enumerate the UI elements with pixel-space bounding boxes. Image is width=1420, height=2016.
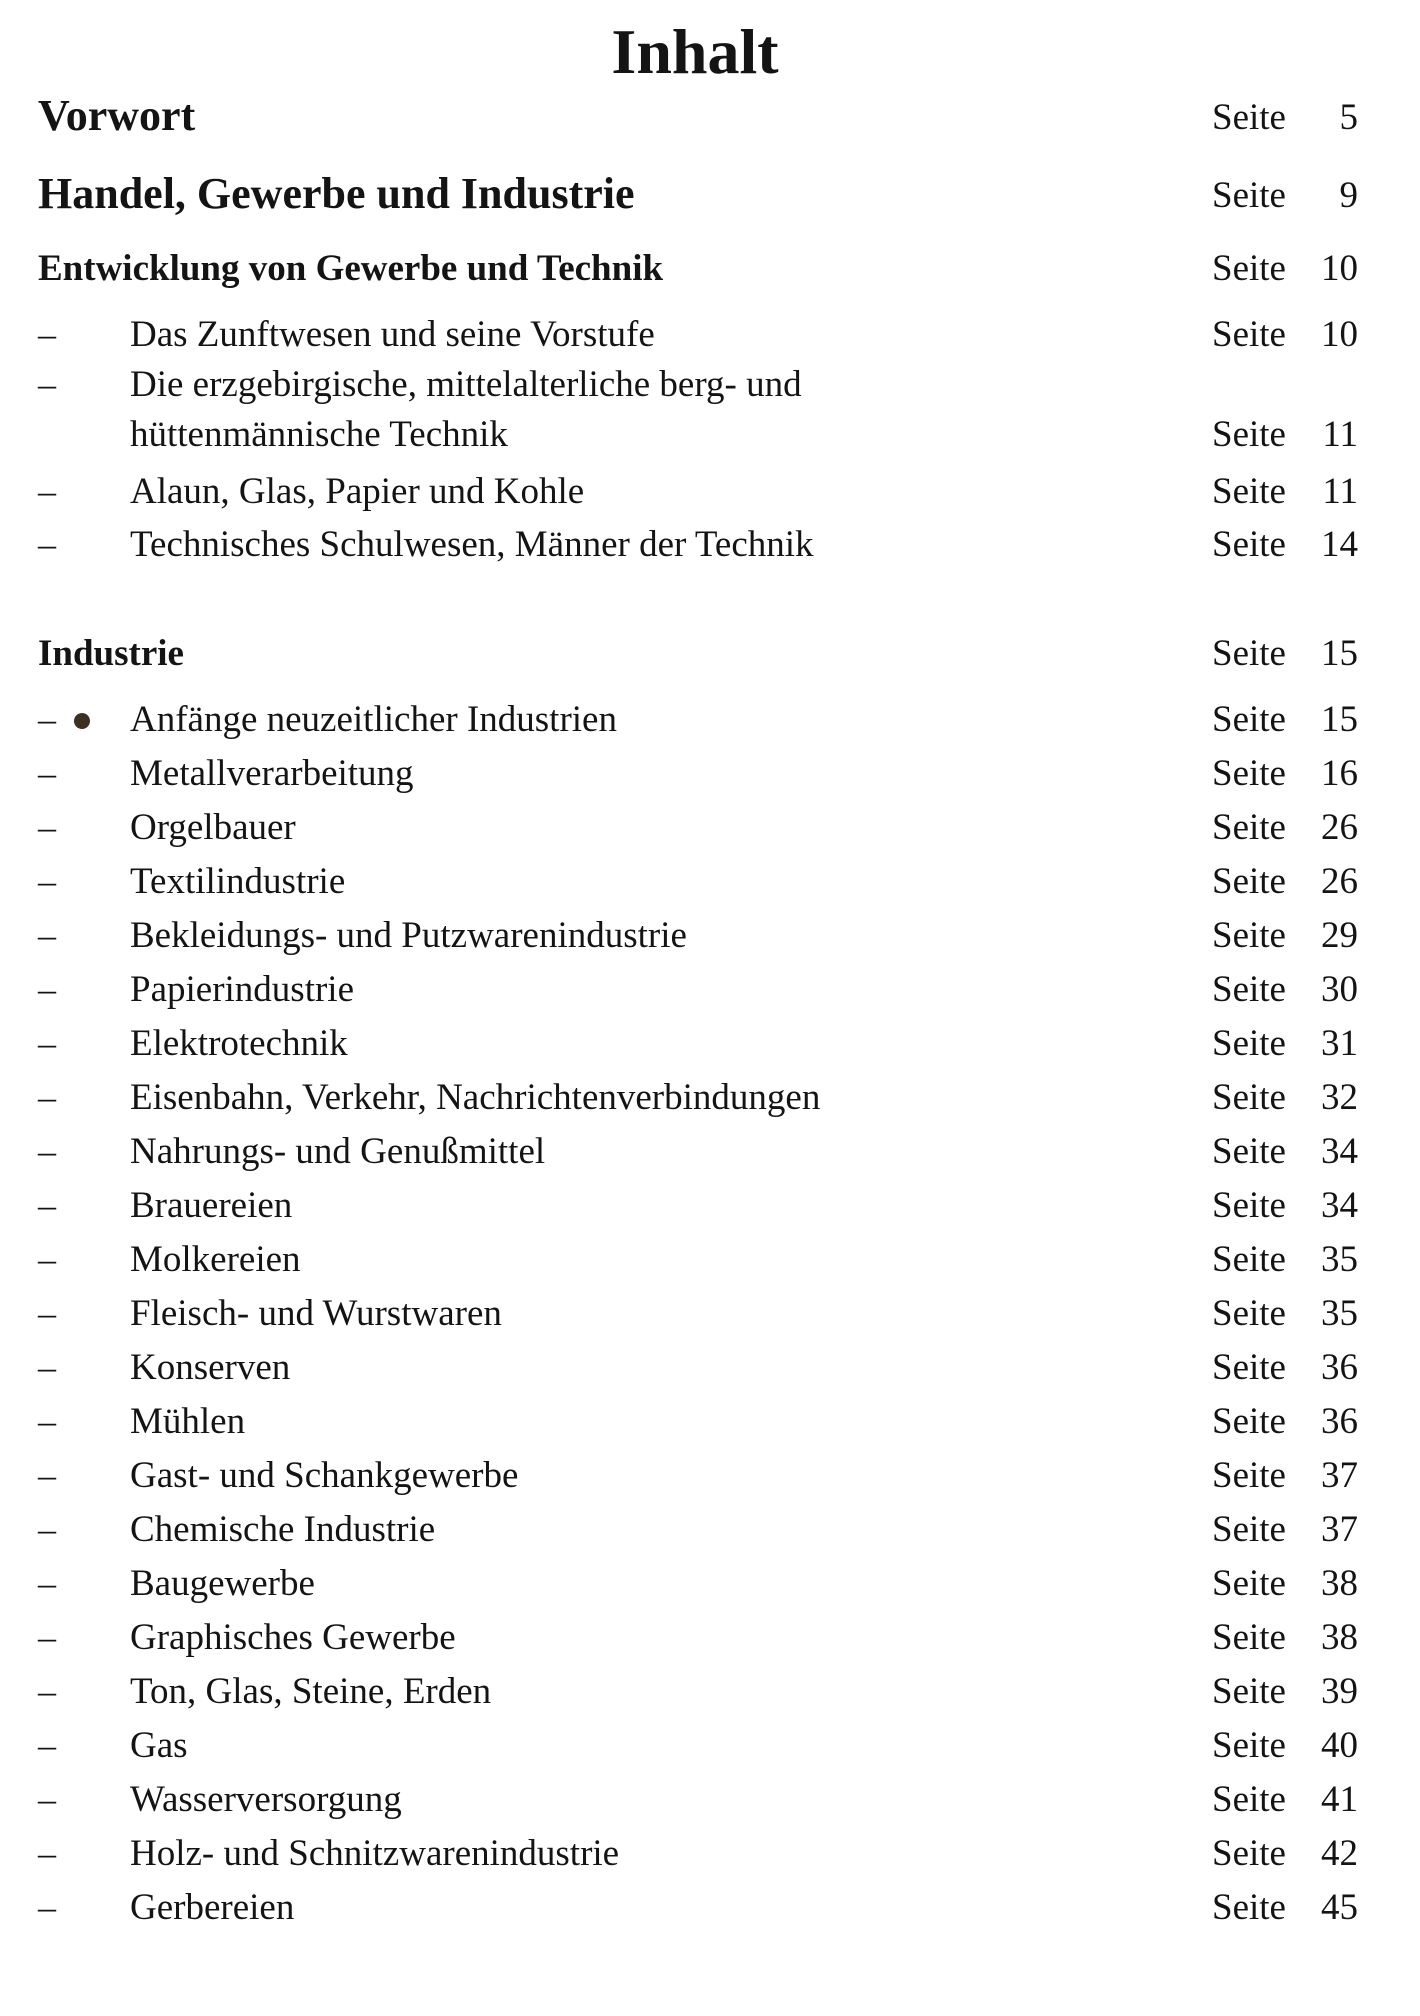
entry-title-continued: hüttenmännische Technik: [130, 414, 508, 455]
entry-title: Nahrungs- und Genußmittel: [130, 1131, 546, 1172]
page-number: 11: [1322, 471, 1358, 512]
page-number: 34: [1320, 1131, 1358, 1172]
page-word: Seite: [1212, 1509, 1286, 1550]
page-word: Seite: [1212, 753, 1286, 794]
page-number: 31: [1320, 1023, 1358, 1064]
list-dash: –: [38, 314, 56, 354]
list-dash: –: [38, 861, 56, 901]
entry-title: Wasserversorgung: [130, 1779, 402, 1820]
page-reference: [1212, 1022, 1358, 1065]
page-number: 32: [1320, 1077, 1358, 1118]
page-word: Seite: [1212, 1671, 1286, 1712]
page-word: Seite: [1212, 633, 1286, 674]
entry-title: Gast- und Schankgewerbe: [130, 1455, 519, 1496]
page-reference: [1212, 1400, 1358, 1443]
page-reference: [1212, 1616, 1358, 1659]
page-number: 26: [1320, 807, 1358, 848]
entry-title: Eisenbahn, Verkehr, Nachrichtenverbindungen: [130, 1077, 821, 1118]
page-word: Seite: [1212, 699, 1286, 740]
page-reference: [1212, 1670, 1358, 1713]
entry-title: Handel, Gewerbe und Industrie: [38, 169, 635, 218]
page-number: 30: [1320, 969, 1358, 1010]
page-word: Seite: [1212, 807, 1286, 848]
page-reference: [1212, 1346, 1358, 1389]
page-reference: [1212, 1130, 1358, 1173]
page-reference: [1212, 413, 1358, 456]
page-reference: [1212, 968, 1358, 1011]
page-reference: [1212, 523, 1358, 566]
entry-title: Chemische Industrie: [130, 1509, 436, 1550]
page-reference: [1212, 632, 1358, 675]
page-number: 16: [1320, 753, 1358, 794]
entry-title: Graphisches Gewerbe: [130, 1617, 456, 1658]
entry-title: Orgelbauer: [130, 807, 296, 848]
page-word: Seite: [1212, 915, 1286, 956]
page-reference: [1212, 96, 1358, 139]
page-reference: [1212, 698, 1358, 741]
list-dash: –: [38, 1293, 56, 1333]
list-dash: –: [38, 753, 56, 793]
page-word: Seite: [1212, 1833, 1286, 1874]
page-reference: [1212, 1454, 1358, 1497]
page-reference: [1212, 1508, 1358, 1551]
list-dash: –: [38, 1617, 56, 1657]
entry-title: Fleisch- und Wurstwaren: [130, 1293, 502, 1334]
page-reference: [1212, 174, 1358, 217]
page-number: 35: [1320, 1293, 1358, 1334]
list-dash: –: [38, 1131, 56, 1171]
page-word: Seite: [1212, 1617, 1286, 1658]
page-word: Seite: [1212, 524, 1286, 565]
page-word: Seite: [1212, 861, 1286, 902]
page-number: 26: [1320, 861, 1358, 902]
page-reference: [1212, 1778, 1358, 1821]
page-word: Seite: [1212, 175, 1286, 216]
page-word: Seite: [1212, 1725, 1286, 1766]
page-word: Seite: [1212, 1239, 1286, 1280]
list-dash: –: [38, 1239, 56, 1279]
entry-title: Konserven: [130, 1347, 291, 1388]
entry-title: Baugewerbe: [130, 1563, 315, 1604]
page-word: Seite: [1212, 1185, 1286, 1226]
page-reference: [1212, 1886, 1358, 1929]
page-reference: [1212, 914, 1358, 957]
page-number: 35: [1320, 1239, 1358, 1280]
page-number: 10: [1320, 248, 1358, 289]
page-word: Seite: [1212, 248, 1286, 289]
page-word: Seite: [1212, 1887, 1286, 1928]
page-reference: [1212, 1076, 1358, 1119]
entry-title: Ton, Glas, Steine, Erden: [130, 1671, 492, 1712]
list-dash: –: [38, 1833, 56, 1873]
page-number: 29: [1320, 915, 1358, 956]
page-word: Seite: [1212, 1023, 1286, 1064]
page-word: Seite: [1212, 1779, 1286, 1820]
list-dash: –: [38, 524, 56, 564]
entry-title: Technisches Schulwesen, Männer der Technik: [130, 524, 814, 565]
page-number: 40: [1320, 1725, 1358, 1766]
list-dash: –: [38, 1347, 56, 1387]
entry-title: Entwicklung von Gewerbe und Technik: [38, 248, 664, 289]
page-word: Seite: [1212, 97, 1286, 138]
page-number: 37: [1320, 1509, 1358, 1550]
list-dash: –: [38, 1077, 56, 1117]
list-dash: –: [38, 1455, 56, 1495]
entry-title: Elektrotechnik: [130, 1023, 348, 1064]
ink-blot-icon: [72, 711, 93, 732]
page-reference: [1212, 860, 1358, 903]
page-word: Seite: [1212, 1401, 1286, 1442]
page-number: 14: [1320, 524, 1358, 565]
entry-title: Molkereien: [130, 1239, 301, 1280]
page-word: Seite: [1212, 1347, 1286, 1388]
page-reference: [1212, 752, 1358, 795]
page-number: 41: [1320, 1779, 1358, 1820]
page-reference: [1212, 1832, 1358, 1875]
list-dash: –: [38, 1725, 56, 1765]
list-dash: –: [38, 1509, 56, 1549]
page-number: 15: [1320, 633, 1358, 674]
entry-title: Vorwort: [38, 91, 196, 140]
entry-title: Bekleidungs- und Putzwarenindustrie: [130, 915, 687, 956]
list-dash: –: [38, 969, 56, 1009]
page-reference: [1212, 1238, 1358, 1281]
list-dash: –: [38, 1671, 56, 1711]
page-number: 45: [1320, 1887, 1358, 1928]
entry-title: Metallverarbeitung: [130, 753, 414, 794]
page-word: Seite: [1212, 1293, 1286, 1334]
entry-title: Papierindustrie: [130, 969, 355, 1010]
page-word: Seite: [1212, 1077, 1286, 1118]
list-dash: –: [38, 1563, 56, 1603]
page-title: Inhalt: [611, 16, 779, 87]
entry-title: Holz- und Schnitzwarenindustrie: [130, 1833, 620, 1874]
list-dash: –: [38, 1023, 56, 1063]
page-word: Seite: [1212, 414, 1286, 455]
entry-title: Mühlen: [130, 1401, 246, 1442]
page-number: 10: [1320, 314, 1358, 355]
page-number: 34: [1320, 1185, 1358, 1226]
entry-title: Die erzgebirgische, mittelalterliche berg- und: [130, 364, 802, 405]
page-number: 36: [1320, 1401, 1358, 1442]
page-reference: [1212, 806, 1358, 849]
page-reference: [1212, 1292, 1358, 1335]
page-reference: [1212, 1184, 1358, 1227]
entry-title: Gerbereien: [130, 1887, 295, 1928]
entry-title: Industrie: [38, 633, 184, 674]
page-number: 42: [1320, 1833, 1358, 1874]
list-dash: –: [38, 364, 56, 404]
entry-title: Anfänge neuzeitlicher Industrien: [130, 699, 617, 740]
page-word: Seite: [1212, 969, 1286, 1010]
list-dash: –: [38, 1779, 56, 1819]
page-number: 5: [1339, 97, 1358, 138]
list-dash: –: [38, 807, 56, 847]
page-reference: [1212, 247, 1358, 290]
page-word: Seite: [1212, 314, 1286, 355]
page-number: 38: [1320, 1563, 1358, 1604]
entry-title: Das Zunftwesen und seine Vorstufe: [130, 314, 655, 355]
page-number: 38: [1320, 1617, 1358, 1658]
entry-title: Brauereien: [130, 1185, 293, 1226]
page-word: Seite: [1212, 1131, 1286, 1172]
page-reference: [1212, 1562, 1358, 1605]
page-word: Seite: [1212, 1563, 1286, 1604]
entry-title: Gas: [130, 1725, 188, 1766]
page-number: 36: [1320, 1347, 1358, 1388]
page-number: 15: [1320, 699, 1358, 740]
page-word: Seite: [1212, 471, 1286, 512]
page-number: 11: [1322, 414, 1358, 455]
list-dash: –: [38, 471, 56, 511]
list-dash: –: [38, 1887, 56, 1927]
entry-title: Alaun, Glas, Papier und Kohle: [130, 471, 585, 512]
page-reference: [1212, 470, 1358, 513]
list-dash: –: [38, 915, 56, 955]
page-reference: [1212, 313, 1358, 356]
page-number: 37: [1320, 1455, 1358, 1496]
page-word: Seite: [1212, 1455, 1286, 1496]
page-reference: [1212, 1724, 1358, 1767]
page-number: 39: [1320, 1671, 1358, 1712]
list-dash: –: [38, 1185, 56, 1225]
entry-title: Textilindustrie: [130, 861, 346, 902]
page-number: 9: [1339, 175, 1358, 216]
list-dash: –: [38, 699, 56, 739]
list-dash: –: [38, 1401, 56, 1441]
